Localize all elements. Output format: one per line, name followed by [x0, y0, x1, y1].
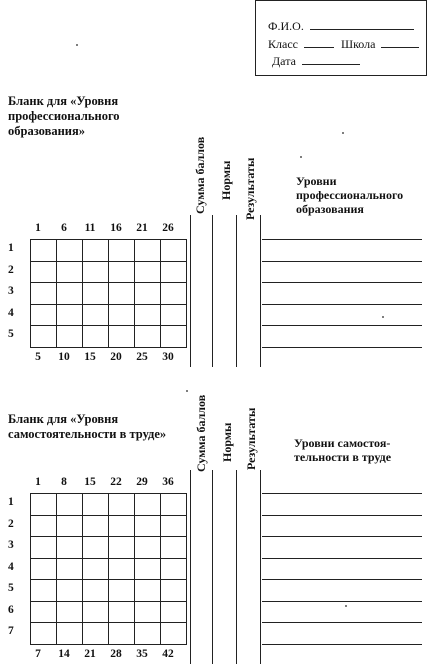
school-field[interactable]: [381, 37, 419, 48]
form2-answer-cell[interactable]: [30, 622, 57, 645]
form1-answer-cell[interactable]: [82, 239, 109, 262]
scan-speck: [76, 44, 78, 46]
form2-answer-cell[interactable]: [108, 493, 135, 516]
fio-row: [268, 19, 414, 34]
form1-title: [8, 94, 120, 139]
form2-answer-cell[interactable]: [56, 558, 83, 581]
form2-top-number: 22: [110, 476, 122, 488]
form1-answer-cell[interactable]: [160, 304, 187, 327]
form2-answer-cell[interactable]: [30, 536, 57, 559]
form2-answer-cell[interactable]: [82, 601, 109, 624]
form2-column-rule: [212, 470, 213, 664]
form2-answer-cell[interactable]: [160, 536, 187, 559]
form2-answer-cell[interactable]: [56, 622, 83, 645]
form2-row-number: 2: [8, 517, 14, 530]
form2-column-rule: [236, 470, 237, 664]
form2-answer-cell[interactable]: [56, 579, 83, 602]
form2-answer-cell[interactable]: [82, 515, 109, 538]
form1-col-sum-header: Сумма баллов: [193, 136, 207, 214]
form2-answer-cell[interactable]: [56, 493, 83, 516]
form1-bottom-number: 15: [84, 350, 96, 363]
form1-answer-cell[interactable]: [108, 325, 135, 348]
form1-bottom-number: 25: [136, 350, 148, 363]
form2-answer-cell[interactable]: [160, 622, 187, 645]
form1-level-answer-line[interactable]: [262, 304, 422, 305]
form2-answer-cell[interactable]: [30, 493, 57, 516]
form1-answer-cell[interactable]: [134, 304, 161, 327]
form2-answer-cell[interactable]: [30, 601, 57, 624]
form1-answer-cell[interactable]: [56, 261, 83, 284]
form2-level-answer-line[interactable]: [262, 515, 422, 516]
form1-answer-cell[interactable]: [134, 282, 161, 305]
form1-col-results-header: Результаты: [243, 157, 257, 220]
form1-top-number: 11: [84, 222, 96, 234]
form2-top-number: 1: [35, 476, 41, 488]
form2-answer-cell[interactable]: [108, 579, 135, 602]
form2-top-number: 36: [162, 476, 174, 488]
form2-answer-cell[interactable]: [134, 622, 161, 645]
form2-answer-cell[interactable]: [134, 601, 161, 624]
class-field[interactable]: [304, 37, 334, 48]
form1-answer-cell[interactable]: [134, 239, 161, 262]
form1-answer-cell[interactable]: [160, 325, 187, 348]
form2-answer-cell[interactable]: [82, 536, 109, 559]
form2-bottom-number: 42: [162, 647, 174, 660]
form2-row-number: 6: [8, 603, 14, 616]
form2-bottom-number: 21: [84, 647, 96, 660]
form1-answer-cell[interactable]: [160, 239, 187, 262]
form1-bottom-number: 10: [58, 350, 70, 363]
form1-bottom-number: 20: [110, 350, 122, 363]
form1-top-number: 21: [136, 222, 148, 234]
form1-answer-cell[interactable]: [108, 282, 135, 305]
form1-row-number: 5: [8, 328, 14, 340]
form1-answer-cell[interactable]: [30, 282, 57, 305]
form2-answer-cell[interactable]: [108, 515, 135, 538]
scan-speck: [300, 156, 302, 158]
form1-level-answer-line[interactable]: [262, 325, 422, 326]
form2-row-number: 3: [8, 539, 14, 551]
scan-speck: [382, 316, 384, 318]
form2-row-number: 5: [8, 582, 14, 594]
form2-answer-cell[interactable]: [56, 536, 83, 559]
form2-answer-cell[interactable]: [108, 601, 135, 624]
form2-level-answer-line[interactable]: [262, 622, 422, 623]
form2-answer-cell[interactable]: [82, 493, 109, 516]
form1-top-number: 6: [61, 222, 67, 234]
scan-speck: [342, 132, 344, 134]
form2-answer-cell[interactable]: [82, 622, 109, 645]
form2-answer-cell[interactable]: [82, 558, 109, 581]
form1-levels-title-line: профессионального: [296, 188, 404, 202]
form2-answer-cell[interactable]: [160, 579, 187, 602]
form1-level-answer-line[interactable]: [262, 347, 422, 348]
form1-column-rule: [260, 215, 261, 367]
class-label: Класс: [268, 37, 298, 51]
form1-levels-title-line: образования: [296, 202, 364, 216]
form2-bottom-number: 14: [58, 647, 70, 660]
form1-answer-cell[interactable]: [30, 325, 57, 348]
form2-row-number: 1: [8, 496, 14, 508]
form2-answer-cell[interactable]: [108, 558, 135, 581]
form1-answer-cell[interactable]: [134, 261, 161, 284]
form2-level-answer-line[interactable]: [262, 558, 422, 559]
form2-level-answer-line[interactable]: [262, 536, 422, 537]
form1-answer-cell[interactable]: [160, 282, 187, 305]
form2-top-number: 15: [84, 476, 96, 488]
form2-answer-cell[interactable]: [134, 558, 161, 581]
date-row: [272, 54, 360, 69]
form1-column-rule: [190, 215, 191, 367]
form2-answer-cell[interactable]: [108, 536, 135, 559]
form1-level-answer-line[interactable]: [262, 261, 422, 262]
form1-answer-cell[interactable]: [56, 325, 83, 348]
form2-col-sum-header: Сумма баллов: [194, 394, 208, 472]
form2-row-number: 4: [8, 560, 14, 573]
form2-bottom-number: 7: [35, 647, 41, 660]
form2-answer-cell[interactable]: [56, 515, 83, 538]
class-school-row: [268, 37, 419, 52]
form2-title-line: самостоятельности в труде»: [8, 427, 167, 441]
form1-row-number: 3: [8, 285, 14, 297]
form1-title-line: Бланк для «Уровня: [8, 94, 119, 108]
form1-answer-cell[interactable]: [30, 304, 57, 327]
form2-answer-cell[interactable]: [108, 622, 135, 645]
form2-answer-cell[interactable]: [134, 536, 161, 559]
form1-top-number: 26: [162, 222, 174, 234]
form2-level-answer-line[interactable]: [262, 644, 422, 645]
form1-answer-cell[interactable]: [56, 282, 83, 305]
form1-answer-cell[interactable]: [160, 261, 187, 284]
form1-level-answer-line[interactable]: [262, 282, 422, 283]
form2-answer-cell[interactable]: [82, 579, 109, 602]
form2-col-norms-header: Нормы: [220, 422, 234, 462]
form2-title: [8, 412, 166, 442]
form1-answer-cell[interactable]: [82, 304, 109, 327]
form1-top-number: 1: [35, 222, 41, 234]
form1-level-answer-line[interactable]: [262, 239, 422, 240]
scan-speck: [186, 390, 188, 392]
date-field[interactable]: [302, 54, 360, 65]
form1-answer-cell[interactable]: [82, 261, 109, 284]
form2-column-rule: [190, 470, 191, 664]
form2-answer-cell[interactable]: [30, 515, 57, 538]
form1-answer-cell[interactable]: [82, 325, 109, 348]
form1-answer-cell[interactable]: [108, 304, 135, 327]
form1-bottom-number: 30: [162, 350, 174, 363]
form2-answer-cell[interactable]: [134, 515, 161, 538]
form1-answer-cell[interactable]: [30, 239, 57, 262]
scan-speck: [345, 605, 347, 607]
form2-answer-cell[interactable]: [134, 493, 161, 516]
form2-level-answer-line[interactable]: [262, 493, 422, 494]
form1-bottom-number: 5: [35, 350, 41, 363]
form2-answer-cell[interactable]: [160, 493, 187, 516]
form2-answer-cell[interactable]: [134, 579, 161, 602]
form2-levels-title-line: Уровни самостоя-: [294, 436, 391, 450]
fio-label: Ф.И.О.: [268, 19, 304, 33]
form2-answer-cell[interactable]: [160, 515, 187, 538]
form2-answer-cell[interactable]: [160, 558, 187, 581]
form1-levels-title: [296, 174, 403, 216]
form1-row-number: 4: [8, 306, 14, 319]
form1-col-norms-header: Нормы: [219, 160, 233, 200]
form1-title-line: профессионального: [8, 109, 120, 123]
school-label: Школа: [340, 37, 376, 51]
form2-answer-cell[interactable]: [30, 579, 57, 602]
form1-title-line: образования»: [8, 124, 86, 138]
form1-column-rule: [212, 215, 213, 367]
form2-level-answer-line[interactable]: [262, 601, 422, 602]
form2-answer-cell[interactable]: [160, 601, 187, 624]
form2-bottom-number: 28: [110, 647, 122, 660]
date-label: Дата: [272, 54, 296, 68]
form2-answer-cell[interactable]: [30, 558, 57, 581]
form2-levels-title-line: тельности в труде: [294, 450, 392, 464]
form1-answer-cell[interactable]: [134, 325, 161, 348]
form1-top-number: 16: [110, 222, 122, 234]
form1-answer-cell[interactable]: [56, 239, 83, 262]
form2-col-results-header: Результаты: [244, 407, 258, 470]
form2-bottom-number: 35: [136, 647, 148, 660]
form1-levels-title-line: Уровни: [296, 174, 337, 188]
form1-row-number: 1: [8, 242, 14, 254]
fio-field[interactable]: [310, 19, 414, 30]
form1-answer-cell[interactable]: [82, 282, 109, 305]
form2-column-rule: [260, 470, 261, 664]
form2-answer-cell[interactable]: [56, 601, 83, 624]
form1-row-number: 2: [8, 263, 14, 276]
form1-answer-cell[interactable]: [56, 304, 83, 327]
form2-levels-title: [294, 436, 391, 464]
form2-row-number: 7: [8, 625, 14, 637]
form2-top-number: 29: [136, 476, 148, 488]
form2-title-line: Бланк для «Уровня: [8, 412, 119, 426]
form1-answer-cell[interactable]: [108, 261, 135, 284]
form1-answer-cell[interactable]: [108, 239, 135, 262]
form2-top-number: 8: [61, 476, 67, 488]
form2-level-answer-line[interactable]: [262, 579, 422, 580]
student-info-box: [255, 0, 427, 76]
form1-answer-cell[interactable]: [30, 261, 57, 284]
form1-column-rule: [236, 215, 237, 367]
